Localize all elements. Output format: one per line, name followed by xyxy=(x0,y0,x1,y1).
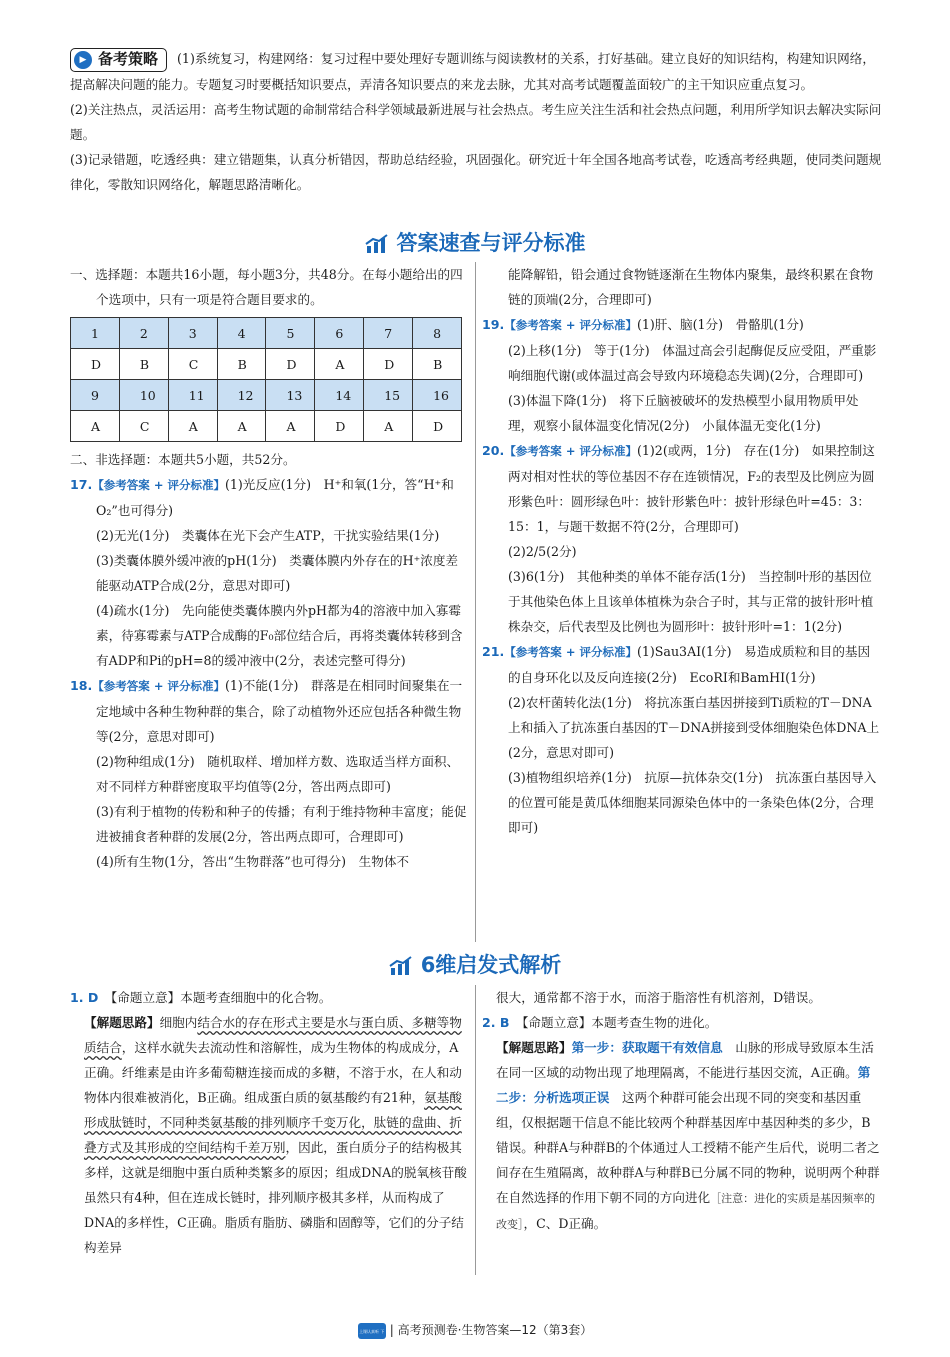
table-cell: C xyxy=(119,411,168,442)
q1-highlight-1: 结合水的存在形式主要是水与蛋白质、多糖等物质结合 xyxy=(84,1015,462,1055)
q17-part1: (1)光反应(1分) H⁺和氧(1分，答“H⁺和O₂”也可得分) xyxy=(96,477,454,518)
q18-continuation: 能降解铅，铅会通过食物链逐渐在生物体内聚集，最终积累在食物链的顶端(2分，合理即可) xyxy=(508,267,874,307)
strategy-p2: (2)关注热点，灵活运用：高考生物试题的命制常结合科学领域最新进展与社会热点。考生应关注生活和社会热点问题，利用所学知识去解决实际问题。 xyxy=(70,101,882,142)
table-cell: C xyxy=(168,349,217,380)
analysis-right-column xyxy=(482,985,880,1237)
q17-part2: (2)无光(1分) 类囊体在光下会产生ATP，干扰实验结果(1分) xyxy=(96,528,440,543)
q18-number: 18. xyxy=(70,678,93,693)
q2-number-answer: 2. B xyxy=(482,1015,510,1030)
q20-number: 20. xyxy=(482,443,505,458)
section-title-answers xyxy=(0,231,950,256)
q19-line1 xyxy=(482,312,880,338)
mc-heading: 一、选择题：本题共16小题，每小题3分，共48分。在每小题给出的四个选项中，只有一项是符合题目要求的。 xyxy=(70,267,463,307)
q2-intent: 【命题立意】本题考查生物的进化。 xyxy=(522,1015,718,1030)
q18-part2: (2)物种组成(1分) 随机取样、增加样方数、选取适当样方面积、对不同样方种群密度取平均值等(2分，答出两点即可) xyxy=(96,754,460,794)
footer-text: 高考预测卷·生物答案—12（第3套） xyxy=(397,1323,593,1337)
table-cell: 11 xyxy=(168,380,217,411)
section2-title-text: 6维启发式解析 xyxy=(420,953,562,977)
q2-note: ［注意：进化的实质是基因频率的改变］ xyxy=(496,1192,876,1231)
table-cell: D xyxy=(71,349,120,380)
answer-table xyxy=(70,317,462,442)
table-row xyxy=(71,380,462,411)
table-cell: 12 xyxy=(217,380,266,411)
q17-part3: (3)类囊体膜外缓冲液的pH(1分) 类囊体膜内外存在的H⁺浓度差能驱动ATP合成(2分，意思对即可) xyxy=(96,553,459,593)
strategy-block xyxy=(70,46,882,197)
table-cell: B xyxy=(119,349,168,380)
q1-think-label: 【解题思路】 xyxy=(84,1015,160,1030)
strategy-p3: (3)记录错题，吃透经典：建立错题集，认真分析错因，帮助总结经验，巩固强化。研究近十年全国各地高考试卷，吃透高考经典题，使同类问题规律化，零散知识网络化，解题思路清晰化。 xyxy=(70,151,882,192)
table-cell: 15 xyxy=(364,380,413,411)
q1-analysis xyxy=(70,1010,468,1260)
brand-logo-text: 上课认真听 下课练天星 xyxy=(359,1328,385,1351)
play-icon: ▶ xyxy=(74,51,92,69)
q18-ref-label: 【参考答案 + 评分标准】 xyxy=(92,679,225,693)
q1-intent: 【命题立意】本题考查细胞中的化合物。 xyxy=(110,990,332,1005)
q21-part2: (2)农杆菌转化法(1分) 将抗冻蛋白基因拼接到Ti质粒的T－DNA上和插入了抗冻蛋白基因的T－DNA拼接到受体细胞染色体DNA上(2分，意思对即可) xyxy=(508,695,880,760)
q1-highlight-2: 氨基酸形成肽链时，不同种类氨基酸的排列顺序千变万化，肽链的盘曲、折叠方式及其形成的空间结构千差万别 xyxy=(84,1090,462,1155)
q19-part2: (2)上移(1分) 等于(1分) 体温过高会引起酶促反应受阻，严重影响细胞代谢(或体温过高会导致内环境稳态失调)(2分，合理即可) xyxy=(508,343,877,383)
q19-part1: (1)肝、脑(1分) 骨骼肌(1分) xyxy=(636,317,804,332)
q21-part3: (3)植物组织培养(1分) 抗原—抗体杂交(1分) 抗冻蛋白基因导入的位置可能是黄瓜体细胞某同源染色体中的一条染色体(2分，合理即可) xyxy=(508,770,877,835)
table-cell: 16 xyxy=(413,380,462,411)
table-cell: 9 xyxy=(71,380,120,411)
strategy-badge xyxy=(70,48,167,72)
page-footer: 上课认真听 下课练天星| 高考预测卷·生物答案—12（第3套） xyxy=(359,1323,593,1351)
q2-text1: 山脉的形成导致原本生活在同一区域的动物出现了地理隔离，不能进行基因交流，A正确。 xyxy=(496,1040,874,1080)
q2-step1: 第一步：获取题干有效信息 xyxy=(571,1040,723,1055)
q18-part4: (4)所有生物(1分，答出“生物群落”也可得分) 生物体不 xyxy=(96,854,410,869)
table-cell: B xyxy=(217,349,266,380)
q2-analysis xyxy=(482,1035,880,1237)
q2-text2: 这两个种群可能会出现不同的突变和基因重组，仅根据题干信息不能比较两个种群基因库中基因种类的多少，B错误。种群A与种群B的个体通过人工授精不能产生后代，说明二者之间存在生殖隔离，故种群A与种群B已分属不同的物种，说明两个种群在自然选择的作用下朝不同的方向进化 xyxy=(496,1090,880,1205)
q21-part1: (1)Sau3AⅠ(1分) 易造成质粒和目的基因的自身环化以及反向连接(2分) EcoRⅠ和BamHⅠ(1分) xyxy=(508,644,871,685)
table-row xyxy=(71,411,462,442)
table-cell: A xyxy=(217,411,266,442)
q21-ref-label: 【参考答案 + 评分标准】 xyxy=(504,645,637,659)
table-cell: B xyxy=(413,349,462,380)
strategy-text-1: (1)系统复习，构建网络：复习过程中要处理好专题训练与阅读教材的关系，打好基础。建立良好的知识结构，构建知识网络，提高解决问题的能力。专题复习时要概括知识要点，弄清各知识要点的来龙去脉，尤其对高考试题覆盖面较广的主干知识应重点复习。 xyxy=(70,51,875,92)
q1-continuation: 很大，通常都不溶于水，而溶于脂溶性有机溶剂，D错误。 xyxy=(496,990,821,1005)
table-cell: 5 xyxy=(266,318,315,349)
strategy-badge-label: 备考策略 xyxy=(98,50,159,68)
q17-ref-label: 【参考答案 + 评分标准】 xyxy=(92,478,225,492)
chart-icon xyxy=(389,956,413,976)
table-cell: A xyxy=(364,411,413,442)
q1-head xyxy=(70,985,468,1010)
table-cell: D xyxy=(315,411,364,442)
q17-line1 xyxy=(70,472,468,523)
q17-part4: (4)疏水(1分) 先向能使类囊体膜内外pH都为4的溶液中加入寡霉素，待寡霉素与ATP合成酶的F₀部位结合后，再将类囊体转移到含有ADP和Pi的pH=8的缓冲液中(2分，表述完整可得分) xyxy=(96,603,463,668)
q18-line1 xyxy=(70,673,468,749)
section-title-analysis xyxy=(0,953,950,978)
q19-ref-label: 【参考答案 + 评分标准】 xyxy=(504,318,637,332)
q19-part3: (3)体温下降(1分) 将下丘脑被破坏的发热模型小鼠用物质甲处理，观察小鼠体温变化情况(2分) 小鼠体温无变化(1分) xyxy=(508,393,859,433)
q20-ref-label: 【参考答案 + 评分标准】 xyxy=(504,444,637,458)
q2-step2: 第二步：分析选项正误 xyxy=(496,1065,871,1105)
nonmc-heading: 二、非选择题：本题共5小题，共52分。 xyxy=(70,452,296,467)
q20-line1 xyxy=(482,438,880,539)
q18-part3: (3)有利于植物的传粉和种子的传播；有利于维持物种丰富度；能促进被捕食者种群的发展(2分，答出两点即可，合理即可) xyxy=(96,804,467,844)
q1-text-a: 细胞内 xyxy=(159,1015,198,1030)
q21-line1 xyxy=(482,639,880,690)
table-cell: D xyxy=(413,411,462,442)
table-cell: A xyxy=(71,411,120,442)
q2-think-label: 【解题思路】 xyxy=(496,1040,572,1055)
answers-right-column xyxy=(482,262,880,840)
q2-text3: ，C、D正确。 xyxy=(523,1216,607,1231)
column-divider-2 xyxy=(475,985,476,1275)
table-cell: 7 xyxy=(364,318,413,349)
table-cell: A xyxy=(315,349,364,380)
table-cell: A xyxy=(266,411,315,442)
table-row xyxy=(71,318,462,349)
q17-number: 17. xyxy=(70,477,93,492)
q20-part1: (1)2(或两，1分) 存在(1分) 如果控制这两对相对性状的等位基因不存在连锁情况，F₂的表型及比例应为圆形紫色叶：圆形绿色叶：披针形紫色叶：披针形绿色叶=45：3：15：1，与题干数据不符(2分，合理即可) xyxy=(508,443,875,534)
table-cell: 14 xyxy=(315,380,364,411)
table-cell: 1 xyxy=(71,318,120,349)
table-cell: 13 xyxy=(266,380,315,411)
table-row xyxy=(71,349,462,380)
table-cell: 6 xyxy=(315,318,364,349)
q2-head xyxy=(482,1010,880,1035)
q20-part3: (3)6(1分) 其他种类的单体不能存活(1分) 当控制叶形的基因位于其他染色体上且该单体植株为杂合子时，其与正常的披针形叶植株杂交，后代表型及比例也为圆形叶：披针形叶=1：1(2分) xyxy=(508,569,874,634)
q20-part2: (2)2/5(2分) xyxy=(508,544,577,559)
q1-text-c: ，因此，蛋白质分子的结构极其多样，这就是细胞中蛋白质种类繁多的原因；组成DNA的脱氧核苷酸虽然只有4种，但在连成长链时，排列顺序极其多样，从而构成了DNA的多样性，C正确。脂质有脂肪、磷脂和固醇等，它们的分子结构差异 xyxy=(84,1140,467,1255)
table-cell: D xyxy=(266,349,315,380)
brand-logo xyxy=(358,1323,386,1351)
table-cell: A xyxy=(168,411,217,442)
section1-title-text: 答案速查与评分标准 xyxy=(396,231,586,255)
table-cell: 2 xyxy=(119,318,168,349)
answers-left-column xyxy=(70,262,468,874)
analysis-left-column xyxy=(70,985,468,1260)
q18-part1: (1)不能(1分) 群落是在相同时间聚集在一定地域中各种生物种群的集合，除了动植物外还应包括各种微生物等(2分，意思对即可) xyxy=(96,678,463,744)
table-cell: 10 xyxy=(119,380,168,411)
q1-text-b: ，这样水就失去流动性和溶解性，成为生物体的构成成分，A正确。纤维素是由许多葡萄糖连接而成的多糖，不溶于水，在人和动物体内很难被消化，B正确。组成蛋白质的氨基酸约有21种， xyxy=(84,1040,462,1105)
q1-number-answer: 1. D xyxy=(70,990,99,1005)
table-cell: 4 xyxy=(217,318,266,349)
q21-number: 21. xyxy=(482,644,505,659)
chart-icon xyxy=(365,234,389,254)
q19-number: 19. xyxy=(482,317,505,332)
table-cell: 8 xyxy=(413,318,462,349)
strategy-p1 xyxy=(70,46,882,97)
table-cell: 3 xyxy=(168,318,217,349)
column-divider xyxy=(475,262,476,942)
table-cell: D xyxy=(364,349,413,380)
